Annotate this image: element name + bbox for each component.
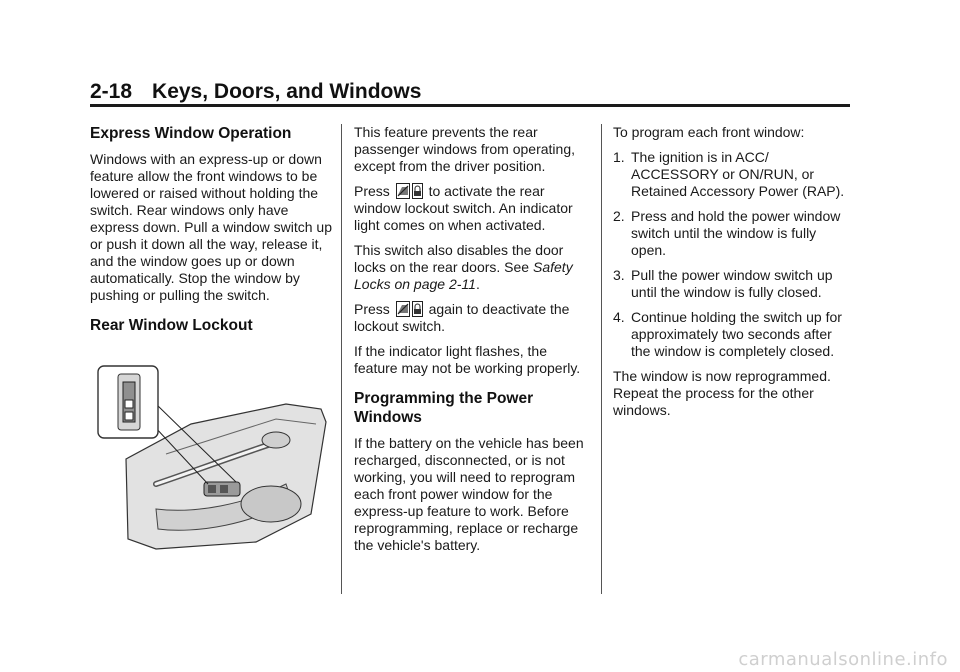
step-text: Continue holding the switch up for approximately two seconds after the window is completely closed. [631, 309, 842, 359]
heading-rear-lockout: Rear Window Lockout [90, 317, 253, 334]
paragraph: If the indicator light flashes, the feature may not be working properly. [354, 343, 581, 376]
paragraph-door-locks [354, 242, 594, 293]
press-label: Press [354, 183, 390, 199]
column-1 [90, 124, 332, 343]
heading-express-window: Express Window Operation [90, 125, 292, 142]
heading-programming: Programming the Power Windows [354, 390, 534, 426]
step-text: Pull the power window switch up until the window is fully closed. [631, 267, 833, 300]
list-item [613, 309, 853, 360]
watermark: carmanualsonline.info [738, 649, 948, 670]
step-number: 1. [613, 149, 625, 165]
column-divider [341, 124, 342, 594]
lockout-icon-group [396, 183, 423, 199]
page-number: 2-18 [90, 80, 133, 103]
step-text: Press and hold the power window switch until the window is fully open. [631, 208, 841, 258]
steps-list [613, 149, 853, 360]
text: This switch also disables the door locks on the rear doors. See [354, 242, 564, 275]
step-number: 4. [613, 309, 625, 325]
list-item [613, 208, 853, 259]
column-2 [354, 124, 594, 562]
step-number: 2. [613, 208, 625, 224]
column-3 [613, 124, 853, 427]
press-label: Press [354, 301, 390, 317]
section-title: Keys, Doors, and Windows [152, 80, 422, 103]
press-text: to activate the rear window lockout switch. An indicator light comes on when activated. [354, 183, 573, 233]
list-item [613, 149, 853, 200]
door-panel-drawing [96, 364, 338, 554]
step-text: The ignition is in ACC/ ACCESSORY or ON/RUN, or Retained Accessory Power (RAP). [631, 149, 845, 199]
paragraph: This feature prevents the rear passenger windows from operating, except from the driver position. [354, 124, 576, 174]
paragraph-press-deactivate [354, 301, 594, 335]
paragraph-press-activate [354, 183, 594, 234]
column-divider [601, 124, 602, 594]
steps-outro: The window is now reprogrammed. Repeat the process for the other windows. [613, 368, 831, 418]
steps-intro: To program each front window: [613, 124, 805, 140]
text: . [475, 276, 480, 292]
lock-icon [412, 183, 423, 199]
step-number: 3. [613, 267, 625, 283]
header-rule [90, 104, 850, 107]
paragraph: If the battery on the vehicle has been recharged, disconnected, or is not working, you will need to reprogram each front power window for the express-up feature to work. Before reprogramming, replace or recharge the vehicle's battery. [354, 435, 584, 553]
paragraph: Windows with an express-up or down feature allow the front windows to be lowered or raised without holding the switch. Rear windows only have express down. Pull a window switch up or push it down all the way, release it, and the window goes up or down automatically. Stop the window by pushing or pulling the switch. [90, 151, 333, 303]
list-item [613, 267, 853, 301]
lockout-icon-group [396, 301, 423, 317]
door-switch-illustration [96, 364, 338, 554]
lock-icon [412, 301, 423, 317]
page-header [90, 80, 850, 104]
window-lockout-icon [396, 183, 410, 199]
press-text: again to deactivate the lockout switch. [354, 301, 570, 334]
cross-reference-link[interactable]: Safety Locks on page 2-11 [354, 259, 573, 292]
window-lockout-icon [396, 301, 410, 317]
